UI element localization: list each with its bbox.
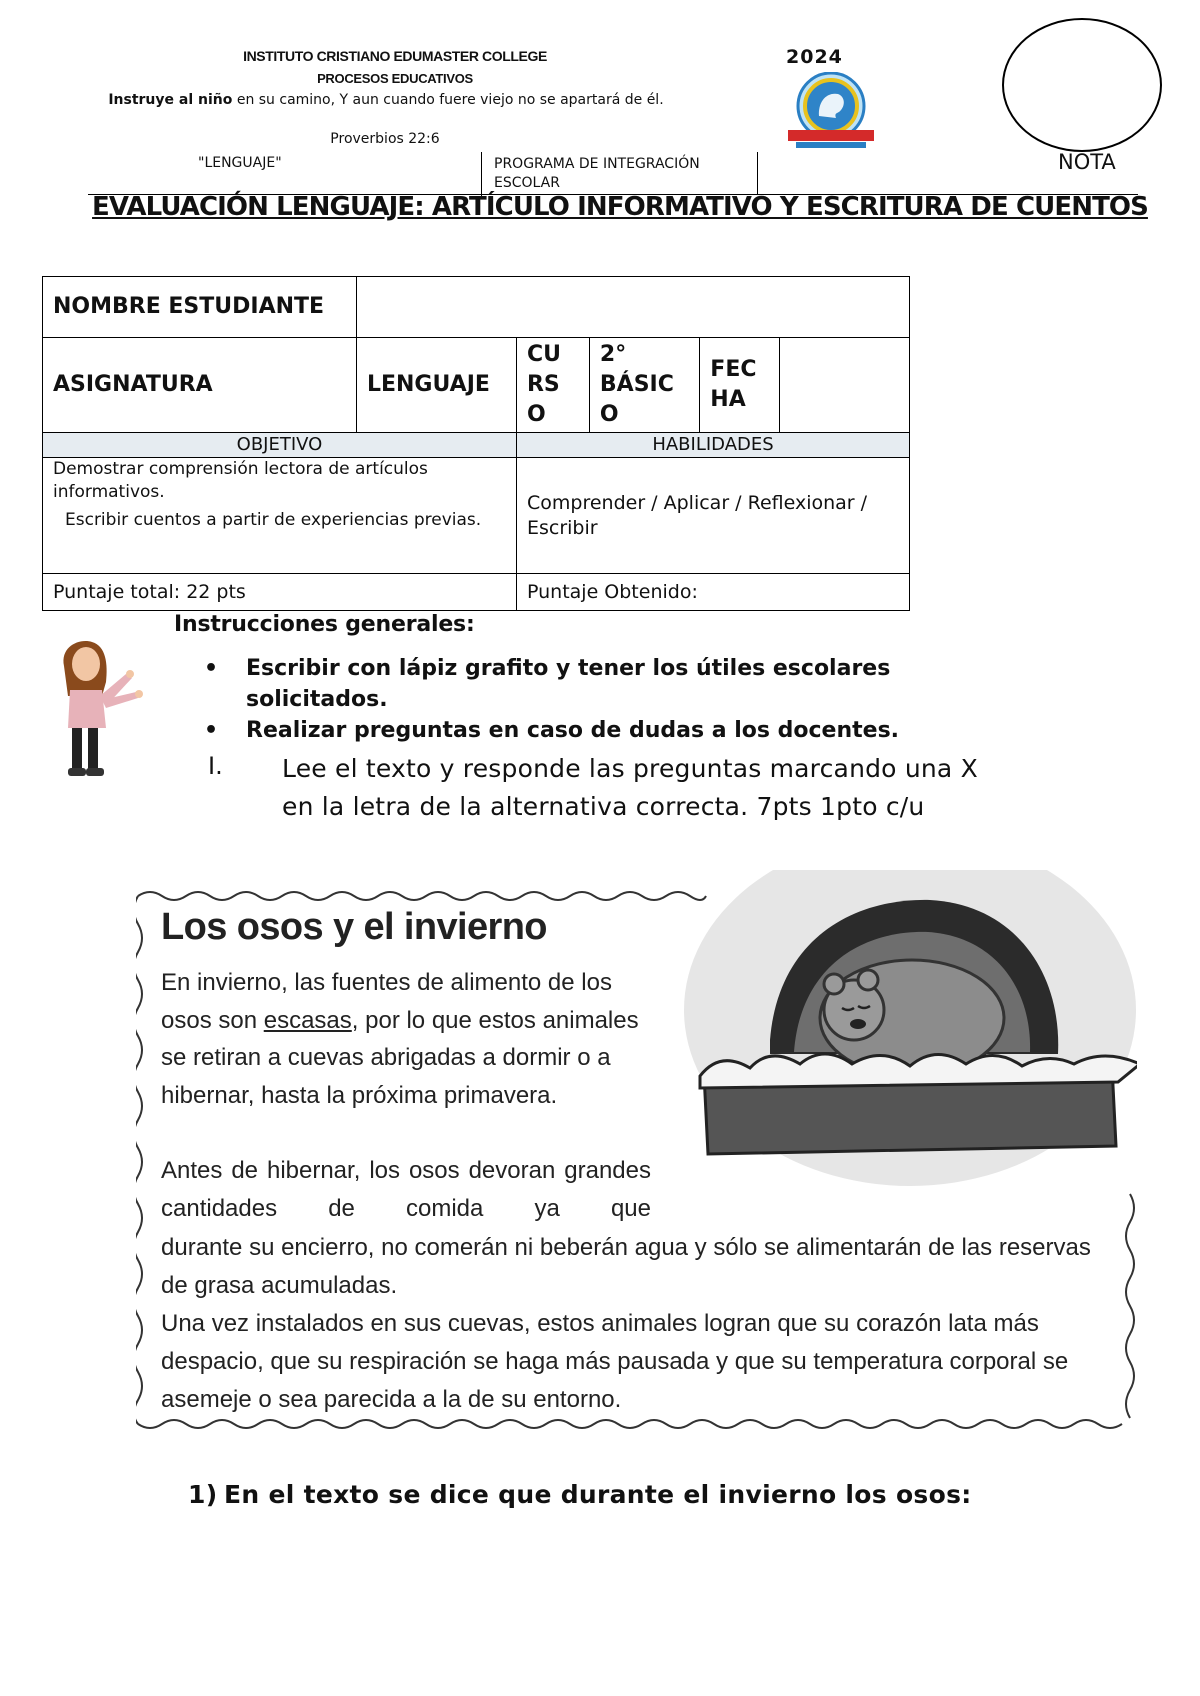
page-title: EVALUACIÓN LENGUAJE: ARTÍCULO INFORMATIVO Y ESCRITURA DE CUENTOS [92,192,1148,222]
course-value: 2° BÁSIC O [589,338,699,433]
objective-line-1: Demostrar comprensión lectora de artículos informativos. [53,459,428,502]
student-info-table [42,276,910,611]
instruction-item: • Realizar preguntas en caso de dudas a los docentes. [204,715,1004,746]
objective-cell [43,458,517,574]
school-logo [786,72,876,150]
student-name-label: NOMBRE ESTUDIANTE [43,277,357,338]
bear-illustration [682,870,1137,1190]
verse-rest: en su camino, Y aun cuando fuere viejo no se apartará de él. [232,92,664,108]
total-score: Puntaje total: 22 pts [43,574,517,611]
verse-bold: Instruye al niño [108,92,233,108]
question-text: En el texto se dice que durante el invierno los osos: [224,1480,972,1509]
reading-paragraph-1 [161,964,651,1114]
instructions-list [204,653,1004,746]
section-number: I. [208,752,223,780]
year: 2024 [786,46,843,68]
skills-cell: Comprender / Aplicar / Reflexionar / Escribir [516,458,909,574]
obtained-score: Puntaje Obtenido: [516,574,909,611]
department-name: PROCESOS EDUCATIVOS [317,71,473,86]
grade-label: NOTA [1058,150,1116,174]
p1-before: En invierno, las fuentes de alimento de los osos son [161,969,612,1034]
date-field[interactable] [780,338,910,433]
student-name-field[interactable] [356,277,909,338]
section-instruction: Lee el texto y responde las preguntas marcando una X en la letra de la alternativa correcta. 7pts 1pto c/u [282,754,978,821]
grade-circle[interactable] [1002,18,1162,152]
header-divider [757,152,758,194]
header-divider [481,152,482,196]
reading-paragraph-2-end: durante su encierro, no comerán ni beberán agua y sólo se alimentarán de las reservas de grasa acumuladas. [161,1234,1091,1299]
objective-line-2: Escribir cuentos a partir de experiencias previas. [65,510,482,530]
course-label: CU RS O [516,338,589,433]
verse-reference: Proverbios 22:6 [330,131,440,147]
skills-header: HABILIDADES [516,433,909,458]
question-1 [188,1478,988,1512]
instructions-title: Instrucciones generales: [174,612,475,637]
program-tag: PROGRAMA DE INTEGRACIÓN ESCOLAR [494,156,700,191]
objective-header: OBJETIVO [43,433,517,458]
school-name: INSTITUTO CRISTIANO EDUMASTER COLLEGE [243,48,547,64]
subject-tag: "LENGUAJE" [198,155,282,171]
subject-value: LENGUAJE [356,338,516,433]
reading-paragraph-2-start: Antes de hibernar, los osos devoran grandes cantidades de comida ya que [161,1157,651,1222]
reading-title: Los osos y el invierno [161,906,547,948]
p1-after: , por lo que estos animales se retiran a cuevas abrigadas a dormir o a hibernar, hasta la próxima primavera. [161,1006,639,1109]
underlined-word: escasas [263,1006,352,1034]
teacher-avatar [50,636,146,782]
question-number: 1) [188,1480,218,1509]
subject-label: ASIGNATURA [43,338,357,433]
date-label: FEC HA [700,338,780,433]
bible-verse [66,90,706,110]
instruction-item: • Escribir con lápiz grafito y tener los útiles escolares solicitados. [204,653,1004,715]
reading-paragraph-3: Una vez instalados en sus cuevas, estos animales logran que su corazón lata más despacio, que su respiración se haga más pausada y que su temperatura corporal se asemeje o sea parecida a la de su entorno. [161,1310,1069,1413]
